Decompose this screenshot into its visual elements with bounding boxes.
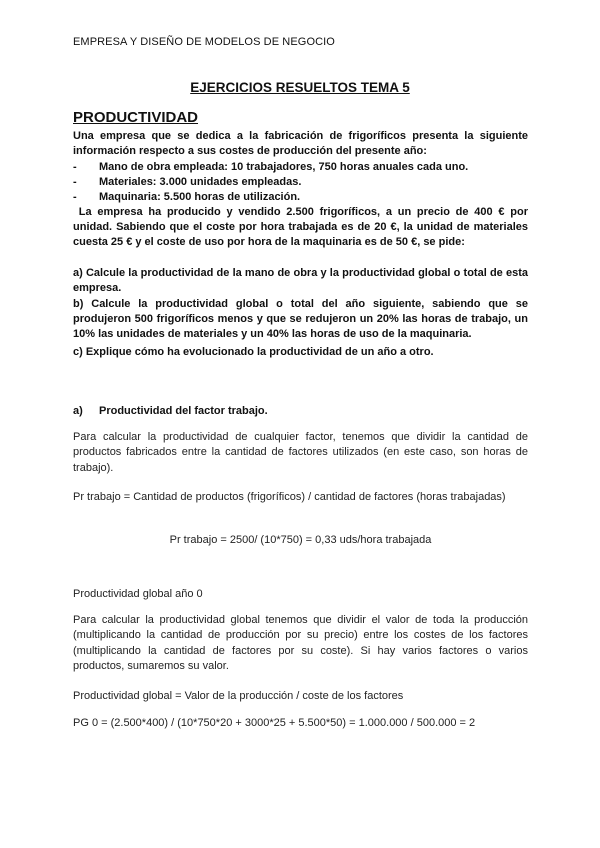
problem-statement: La empresa ha producido y vendido 2.500 frigoríficos, a un precio de 400 € por unidad. Sabiendo que el coste por hora trabajada es de 20 €, la unidad de materiales cuesta 25 € y el coste de uso por hora de la maquinaria es de 50 €, se pide: [73,206,532,249]
list-item-text: Maquinaria: 5.500 horas de utilización. [99,191,301,204]
formula-labour-productivity: Pr trabajo = Cantidad de productos (frigoríficos) / cantidad de factores (horas trabajadas) [73,491,506,503]
document-header: EMPRESA Y DISEÑO DE MODELOS DE NEGOCIO [73,36,335,48]
list-item [73,160,528,175]
bullet-dash: - [73,176,77,189]
explanation-paragraph-2: Para calcular la productividad global tenemos que dividir el valor de toda la producción (multiplicando la cantidad de producción por su precio) entre los costes de los factores (multiplicando la cantidad de factores por su coste). Si hay varios factores o varios productos, sumaremos su valor. [73,614,528,672]
formula-global-productivity: Productividad global = Valor de la producción / coste de los factores [73,690,404,702]
list-item [73,190,528,205]
question-c: c) Explique cómo ha evolucionado la productividad de un año a otro. [73,346,434,358]
explanation-paragraph-1: Para calcular la productividad de cualquier factor, tenemos que dividir la cantidad de productos fabricados entre la cantidad de factores utilizados (en este caso, son horas de trabajo). [73,431,528,474]
list-item-text: Mano de obra empleada: 10 trabajadores, 750 horas anuales cada uno. [99,161,469,173]
answer-a-label: a) [73,405,83,417]
answer-a-title: Productividad del factor trabajo. [99,405,268,417]
list-item [73,175,528,190]
answer-a-heading [73,405,268,417]
bullet-dash: - [73,191,77,204]
formula-labour-result: Pr trabajo = 2500/ (10*750) = 0,33 uds/hora trabajada [169,534,432,546]
global-productivity-heading: Productividad global año 0 [73,588,203,600]
bullet-dash: - [73,161,77,173]
intro-paragraph: Una empresa que se dedica a la fabricación de frigoríficos presenta la siguiente información respecto a sus costes de producción del presente año: [73,130,528,158]
question-a: a) Calcule la productividad de la mano de obra y la productividad global o total de esta empresa. [73,267,528,295]
formula-global-result: PG 0 = (2.500*400) / (10*750*20 + 3000*25 + 5.500*50) = 1.000.000 / 500.000 = 2 [73,717,476,729]
cost-list [73,160,528,206]
document-title: EJERCICIOS RESUELTOS TEMA 5 [190,80,410,95]
list-item-text: Materiales: 3.000 unidades empleadas. [99,176,302,189]
question-b: b) Calcule la productividad global o total del año siguiente, sabiendo que se produjeron 500 frigoríficos menos y que se redujeron un 20% las horas de trabajo, un 10% las unidades de materiales y un 40% las horas de uso de la maquinaria. [73,298,528,341]
section-heading: PRODUCTIVIDAD [73,109,199,126]
